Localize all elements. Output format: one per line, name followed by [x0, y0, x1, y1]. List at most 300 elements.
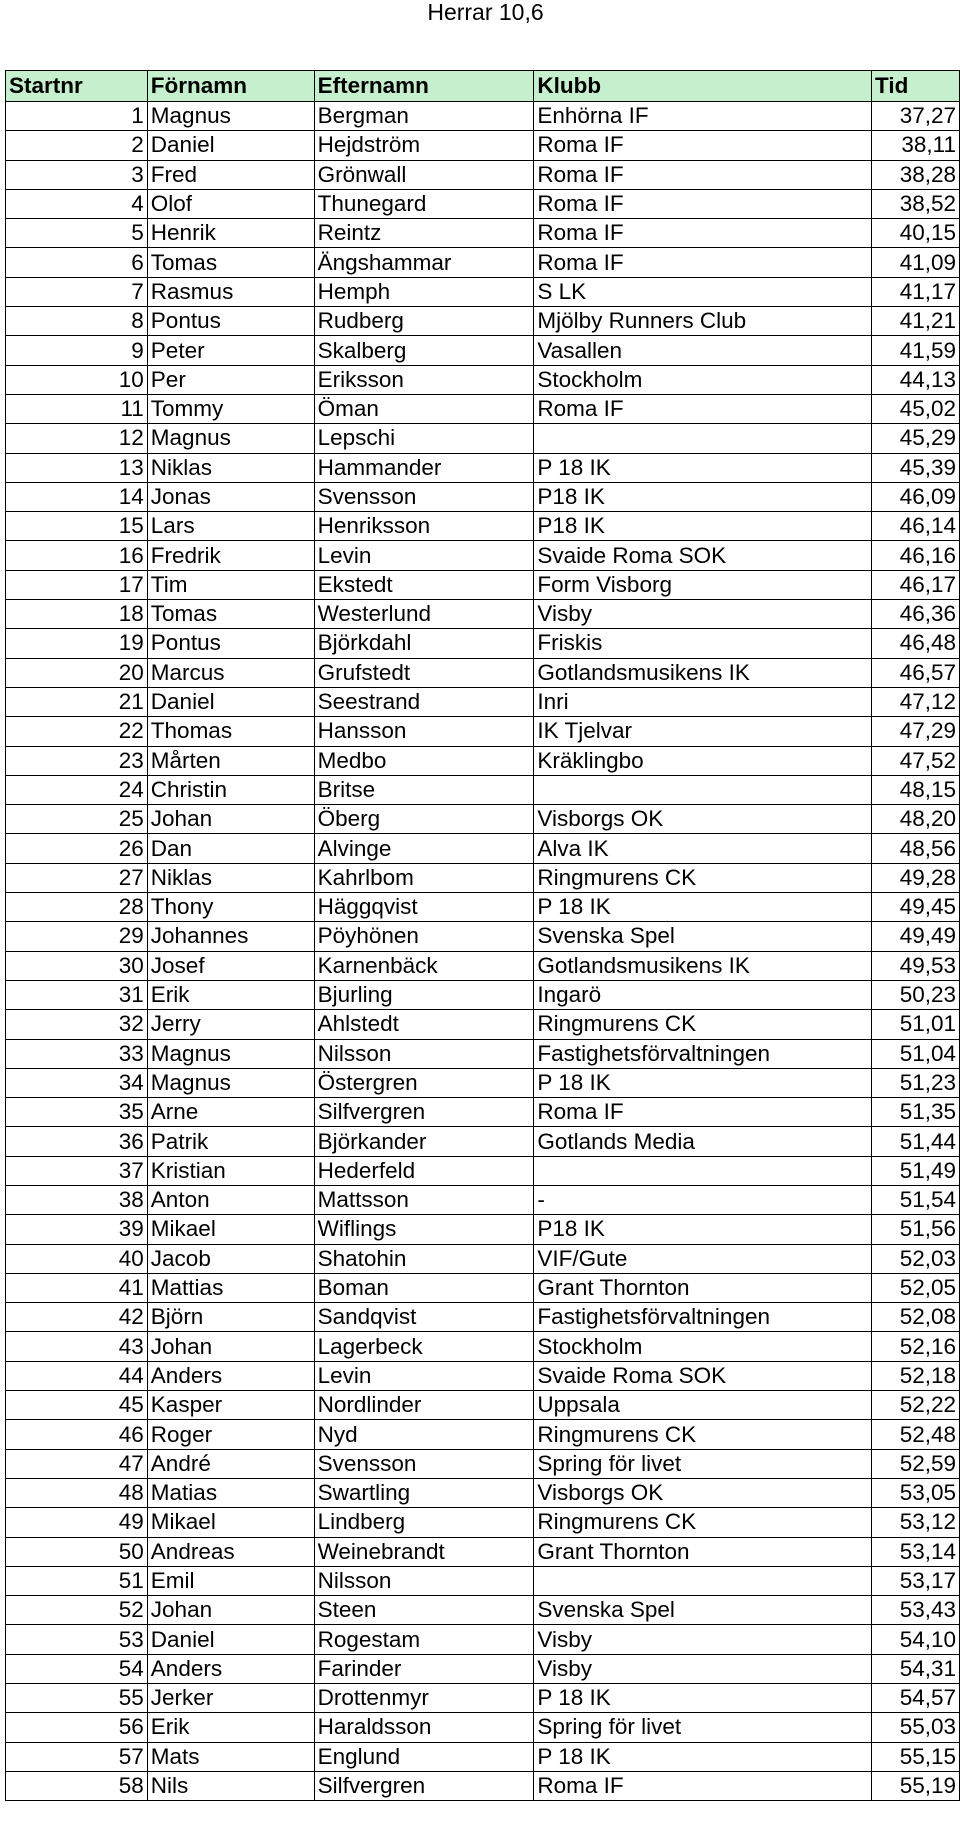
efternamn-cell: Grufstedt — [314, 658, 534, 687]
startnr-cell: 31 — [6, 980, 148, 1009]
efternamn-cell: Henriksson — [314, 512, 534, 541]
klubb-cell: Spring för livet — [534, 1713, 872, 1742]
fornamn-cell: Tommy — [147, 394, 314, 423]
table-row — [6, 336, 960, 365]
fornamn-cell: Kristian — [147, 1156, 314, 1185]
table-row — [6, 1478, 960, 1507]
startnr-cell: 20 — [6, 658, 148, 687]
klubb-cell: Roma IF — [534, 189, 872, 218]
table-row — [6, 1098, 960, 1127]
fornamn-cell: Daniel — [147, 131, 314, 160]
efternamn-cell: Kahrlbom — [314, 863, 534, 892]
table-row — [6, 1654, 960, 1683]
tid-cell: 46,16 — [872, 541, 960, 570]
startnr-cell: 47 — [6, 1449, 148, 1478]
klubb-cell: Ingarö — [534, 980, 872, 1009]
table-row — [6, 1185, 960, 1214]
efternamn-cell: Hederfeld — [314, 1156, 534, 1185]
efternamn-cell: Björkdahl — [314, 629, 534, 658]
tid-cell: 48,20 — [872, 805, 960, 834]
efternamn-cell: Westerlund — [314, 600, 534, 629]
tid-cell: 51,44 — [872, 1127, 960, 1156]
klubb-cell: S LK — [534, 277, 872, 306]
fornamn-cell: Andreas — [147, 1537, 314, 1566]
tid-cell: 52,48 — [872, 1420, 960, 1449]
startnr-cell: 16 — [6, 541, 148, 570]
fornamn-cell: Niklas — [147, 453, 314, 482]
tid-cell: 41,09 — [872, 248, 960, 277]
tid-cell: 55,03 — [872, 1713, 960, 1742]
efternamn-cell: Hammander — [314, 453, 534, 482]
startnr-cell: 45 — [6, 1391, 148, 1420]
fornamn-cell: Magnus — [147, 424, 314, 453]
tid-cell: 45,29 — [872, 424, 960, 453]
tid-cell: 41,59 — [872, 336, 960, 365]
results-table — [5, 70, 960, 1801]
fornamn-cell: Thomas — [147, 717, 314, 746]
efternamn-cell: Rogestam — [314, 1625, 534, 1654]
klubb-cell: Kräklingbo — [534, 746, 872, 775]
tid-cell: 52,59 — [872, 1449, 960, 1478]
startnr-cell: 24 — [6, 775, 148, 804]
fornamn-cell: Olof — [147, 189, 314, 218]
table-row — [6, 687, 960, 716]
efternamn-cell: Björkander — [314, 1127, 534, 1156]
table-row — [6, 1596, 960, 1625]
efternamn-cell: Farinder — [314, 1654, 534, 1683]
startnr-cell: 43 — [6, 1332, 148, 1361]
fornamn-cell: Jerker — [147, 1684, 314, 1713]
fornamn-cell: Jerry — [147, 1010, 314, 1039]
efternamn-cell: Bjurling — [314, 980, 534, 1009]
fornamn-cell: Magnus — [147, 1068, 314, 1097]
efternamn-cell: Hansson — [314, 717, 534, 746]
fornamn-cell: Jonas — [147, 482, 314, 511]
table-row — [6, 1449, 960, 1478]
efternamn-cell: Rudberg — [314, 307, 534, 336]
tid-cell: 51,54 — [872, 1185, 960, 1214]
tid-cell: 47,12 — [872, 687, 960, 716]
efternamn-cell: Eriksson — [314, 365, 534, 394]
table-row — [6, 1420, 960, 1449]
tid-cell: 52,08 — [872, 1303, 960, 1332]
fornamn-cell: Mikael — [147, 1508, 314, 1537]
tid-cell: 55,15 — [872, 1742, 960, 1771]
klubb-cell: Svenska Spel — [534, 1596, 872, 1625]
fornamn-cell: Arne — [147, 1098, 314, 1127]
efternamn-cell: Nilsson — [314, 1566, 534, 1595]
fornamn-cell: Anders — [147, 1654, 314, 1683]
efternamn-cell: Weinebrandt — [314, 1537, 534, 1566]
startnr-cell: 44 — [6, 1361, 148, 1390]
klubb-cell: Ringmurens CK — [534, 1420, 872, 1449]
efternamn-cell: Boman — [314, 1273, 534, 1302]
startnr-cell: 19 — [6, 629, 148, 658]
startnr-cell: 37 — [6, 1156, 148, 1185]
table-row — [6, 1303, 960, 1332]
table-row — [6, 1361, 960, 1390]
fornamn-cell: Johan — [147, 1596, 314, 1625]
startnr-cell: 18 — [6, 600, 148, 629]
fornamn-cell: Fred — [147, 160, 314, 189]
klubb-cell: Roma IF — [534, 131, 872, 160]
fornamn-cell: Lars — [147, 512, 314, 541]
klubb-cell: P18 IK — [534, 512, 872, 541]
klubb-cell: Svaide Roma SOK — [534, 541, 872, 570]
tid-cell: 51,04 — [872, 1039, 960, 1068]
startnr-cell: 4 — [6, 189, 148, 218]
tid-cell: 55,19 — [872, 1771, 960, 1800]
efternamn-cell: Svensson — [314, 482, 534, 511]
fornamn-cell: Matias — [147, 1478, 314, 1507]
startnr-cell: 42 — [6, 1303, 148, 1332]
tid-cell: 45,02 — [872, 394, 960, 423]
header-startnr: Startnr — [6, 71, 148, 102]
efternamn-cell: Ängshammar — [314, 248, 534, 277]
startnr-cell: 46 — [6, 1420, 148, 1449]
tid-cell: 53,12 — [872, 1508, 960, 1537]
klubb-cell: Ringmurens CK — [534, 1508, 872, 1537]
table-row — [6, 189, 960, 218]
table-row — [6, 1039, 960, 1068]
klubb-cell: Roma IF — [534, 1771, 872, 1800]
results-body — [6, 102, 960, 1801]
efternamn-cell: Ahlstedt — [314, 1010, 534, 1039]
tid-cell: 41,17 — [872, 277, 960, 306]
tid-cell: 54,57 — [872, 1684, 960, 1713]
table-row — [6, 541, 960, 570]
tid-cell: 41,21 — [872, 307, 960, 336]
startnr-cell: 6 — [6, 248, 148, 277]
klubb-cell: Spring för livet — [534, 1449, 872, 1478]
klubb-cell: Stockholm — [534, 1332, 872, 1361]
tid-cell: 49,28 — [872, 863, 960, 892]
efternamn-cell: Hemph — [314, 277, 534, 306]
tid-cell: 38,52 — [872, 189, 960, 218]
klubb-cell — [534, 775, 872, 804]
startnr-cell: 32 — [6, 1010, 148, 1039]
table-row — [6, 717, 960, 746]
startnr-cell: 3 — [6, 160, 148, 189]
tid-cell: 52,16 — [872, 1332, 960, 1361]
tid-cell: 51,35 — [872, 1098, 960, 1127]
startnr-cell: 58 — [6, 1771, 148, 1800]
fornamn-cell: Magnus — [147, 102, 314, 131]
table-row — [6, 629, 960, 658]
tid-cell: 52,05 — [872, 1273, 960, 1302]
tid-cell: 51,01 — [872, 1010, 960, 1039]
tid-cell: 46,14 — [872, 512, 960, 541]
fornamn-cell: Jacob — [147, 1244, 314, 1273]
startnr-cell: 11 — [6, 394, 148, 423]
startnr-cell: 5 — [6, 219, 148, 248]
tid-cell: 38,28 — [872, 160, 960, 189]
fornamn-cell: Thony — [147, 893, 314, 922]
table-row — [6, 482, 960, 511]
tid-cell: 53,43 — [872, 1596, 960, 1625]
startnr-cell: 55 — [6, 1684, 148, 1713]
klubb-cell: Roma IF — [534, 248, 872, 277]
startnr-cell: 57 — [6, 1742, 148, 1771]
efternamn-cell: Reintz — [314, 219, 534, 248]
fornamn-cell: Rasmus — [147, 277, 314, 306]
efternamn-cell: Drottenmyr — [314, 1684, 534, 1713]
startnr-cell: 54 — [6, 1654, 148, 1683]
startnr-cell: 23 — [6, 746, 148, 775]
klubb-cell: P 18 IK — [534, 1742, 872, 1771]
klubb-cell: Grant Thornton — [534, 1273, 872, 1302]
klubb-cell: Mjölby Runners Club — [534, 307, 872, 336]
startnr-cell: 25 — [6, 805, 148, 834]
table-row — [6, 1566, 960, 1595]
table-row — [6, 1771, 960, 1800]
startnr-cell: 30 — [6, 951, 148, 980]
fornamn-cell: Mikael — [147, 1215, 314, 1244]
efternamn-cell: Silfvergren — [314, 1771, 534, 1800]
efternamn-cell: Häggqvist — [314, 893, 534, 922]
startnr-cell: 40 — [6, 1244, 148, 1273]
table-row — [6, 980, 960, 1009]
fornamn-cell: Niklas — [147, 863, 314, 892]
klubb-cell: Enhörna IF — [534, 102, 872, 131]
efternamn-cell: Mattsson — [314, 1185, 534, 1214]
startnr-cell: 56 — [6, 1713, 148, 1742]
startnr-cell: 1 — [6, 102, 148, 131]
startnr-cell: 50 — [6, 1537, 148, 1566]
startnr-cell: 48 — [6, 1478, 148, 1507]
klubb-cell: Roma IF — [534, 219, 872, 248]
tid-cell: 46,48 — [872, 629, 960, 658]
table-row — [6, 775, 960, 804]
tid-cell: 48,15 — [872, 775, 960, 804]
startnr-cell: 33 — [6, 1039, 148, 1068]
tid-cell: 46,09 — [872, 482, 960, 511]
efternamn-cell: Lepschi — [314, 424, 534, 453]
fornamn-cell: Anders — [147, 1361, 314, 1390]
tid-cell: 46,36 — [872, 600, 960, 629]
klubb-cell: Gotlands Media — [534, 1127, 872, 1156]
efternamn-cell: Wiflings — [314, 1215, 534, 1244]
klubb-cell: Vasallen — [534, 336, 872, 365]
table-row — [6, 248, 960, 277]
efternamn-cell: Svensson — [314, 1449, 534, 1478]
table-row — [6, 863, 960, 892]
efternamn-cell: Bergman — [314, 102, 534, 131]
efternamn-cell: Levin — [314, 1361, 534, 1390]
table-row — [6, 1273, 960, 1302]
klubb-cell: Roma IF — [534, 1098, 872, 1127]
klubb-cell: Uppsala — [534, 1391, 872, 1420]
fornamn-cell: Johan — [147, 805, 314, 834]
table-row — [6, 600, 960, 629]
efternamn-cell: Karnenbäck — [314, 951, 534, 980]
table-row — [6, 1713, 960, 1742]
header-tid: Tid — [872, 71, 960, 102]
table-row — [6, 1244, 960, 1273]
efternamn-cell: Silfvergren — [314, 1098, 534, 1127]
klubb-cell: Svenska Spel — [534, 922, 872, 951]
table-row — [6, 805, 960, 834]
fornamn-cell: Patrik — [147, 1127, 314, 1156]
startnr-cell: 29 — [6, 922, 148, 951]
tid-cell: 45,39 — [872, 453, 960, 482]
efternamn-cell: Hejdström — [314, 131, 534, 160]
startnr-cell: 9 — [6, 336, 148, 365]
klubb-cell: Roma IF — [534, 160, 872, 189]
table-row — [6, 453, 960, 482]
efternamn-cell: Sandqvist — [314, 1303, 534, 1332]
tid-cell: 46,57 — [872, 658, 960, 687]
table-row — [6, 307, 960, 336]
tid-cell: 53,17 — [872, 1566, 960, 1595]
startnr-cell: 13 — [6, 453, 148, 482]
header-fornamn: Förnamn — [147, 71, 314, 102]
klubb-cell: Alva IK — [534, 834, 872, 863]
fornamn-cell: Marcus — [147, 658, 314, 687]
tid-cell: 54,10 — [872, 1625, 960, 1654]
tid-cell: 50,23 — [872, 980, 960, 1009]
fornamn-cell: Dan — [147, 834, 314, 863]
tid-cell: 51,23 — [872, 1068, 960, 1097]
table-row — [6, 102, 960, 131]
efternamn-cell: Alvinge — [314, 834, 534, 863]
startnr-cell: 52 — [6, 1596, 148, 1625]
efternamn-cell: Levin — [314, 541, 534, 570]
fornamn-cell: Emil — [147, 1566, 314, 1595]
klubb-cell: Visborgs OK — [534, 805, 872, 834]
table-row — [6, 512, 960, 541]
startnr-cell: 51 — [6, 1566, 148, 1595]
table-row — [6, 277, 960, 306]
table-row — [6, 1332, 960, 1361]
fornamn-cell: Henrik — [147, 219, 314, 248]
tid-cell: 52,03 — [872, 1244, 960, 1273]
table-row — [6, 1068, 960, 1097]
tid-cell: 48,56 — [872, 834, 960, 863]
fornamn-cell: Josef — [147, 951, 314, 980]
table-row — [6, 424, 960, 453]
efternamn-cell: Öman — [314, 394, 534, 423]
header-efternamn: Efternamn — [314, 71, 534, 102]
startnr-cell: 53 — [6, 1625, 148, 1654]
table-row — [6, 922, 960, 951]
table-row — [6, 131, 960, 160]
fornamn-cell: Anton — [147, 1185, 314, 1214]
table-row — [6, 570, 960, 599]
startnr-cell: 41 — [6, 1273, 148, 1302]
table-row — [6, 160, 960, 189]
tid-cell: 40,15 — [872, 219, 960, 248]
klubb-cell: Ringmurens CK — [534, 1010, 872, 1039]
klubb-cell: Inri — [534, 687, 872, 716]
startnr-cell: 49 — [6, 1508, 148, 1537]
klubb-cell: Friskis — [534, 629, 872, 658]
fornamn-cell: Johannes — [147, 922, 314, 951]
fornamn-cell: Daniel — [147, 687, 314, 716]
tid-cell: 51,56 — [872, 1215, 960, 1244]
fornamn-cell: Peter — [147, 336, 314, 365]
klubb-cell: P 18 IK — [534, 1684, 872, 1713]
table-row — [6, 1156, 960, 1185]
fornamn-cell: Tim — [147, 570, 314, 599]
klubb-cell: - — [534, 1185, 872, 1214]
efternamn-cell: Steen — [314, 1596, 534, 1625]
fornamn-cell: Nils — [147, 1771, 314, 1800]
table-row — [6, 1127, 960, 1156]
klubb-cell: P 18 IK — [534, 893, 872, 922]
efternamn-cell: Ekstedt — [314, 570, 534, 599]
fornamn-cell: Tomas — [147, 600, 314, 629]
fornamn-cell: Johan — [147, 1332, 314, 1361]
startnr-cell: 8 — [6, 307, 148, 336]
fornamn-cell: Erik — [147, 980, 314, 1009]
efternamn-cell: Medbo — [314, 746, 534, 775]
klubb-cell: Ringmurens CK — [534, 863, 872, 892]
startnr-cell: 21 — [6, 687, 148, 716]
efternamn-cell: Grönwall — [314, 160, 534, 189]
fornamn-cell: Tomas — [147, 248, 314, 277]
klubb-cell: Visborgs OK — [534, 1478, 872, 1507]
startnr-cell: 34 — [6, 1068, 148, 1097]
startnr-cell: 17 — [6, 570, 148, 599]
efternamn-cell: Britse — [314, 775, 534, 804]
startnr-cell: 35 — [6, 1098, 148, 1127]
tid-cell: 53,05 — [872, 1478, 960, 1507]
startnr-cell: 36 — [6, 1127, 148, 1156]
fornamn-cell: Per — [147, 365, 314, 394]
efternamn-cell: Nyd — [314, 1420, 534, 1449]
table-row — [6, 746, 960, 775]
fornamn-cell: Erik — [147, 1713, 314, 1742]
startnr-cell: 27 — [6, 863, 148, 892]
table-row — [6, 1010, 960, 1039]
table-row — [6, 394, 960, 423]
efternamn-cell: Thunegard — [314, 189, 534, 218]
table-row — [6, 219, 960, 248]
fornamn-cell: Mats — [147, 1742, 314, 1771]
klubb-cell: Grant Thornton — [534, 1537, 872, 1566]
fornamn-cell: Mattias — [147, 1273, 314, 1302]
table-row — [6, 893, 960, 922]
fornamn-cell: Björn — [147, 1303, 314, 1332]
header-row — [6, 71, 960, 102]
table-row — [6, 1508, 960, 1537]
fornamn-cell: Mårten — [147, 746, 314, 775]
tid-cell: 49,53 — [872, 951, 960, 980]
tid-cell: 54,31 — [872, 1654, 960, 1683]
klubb-cell: Roma IF — [534, 394, 872, 423]
klubb-cell — [534, 1566, 872, 1595]
klubb-cell: Svaide Roma SOK — [534, 1361, 872, 1390]
tid-cell: 47,29 — [872, 717, 960, 746]
startnr-cell: 10 — [6, 365, 148, 394]
tid-cell: 38,11 — [872, 131, 960, 160]
efternamn-cell: Haraldsson — [314, 1713, 534, 1742]
fornamn-cell: Magnus — [147, 1039, 314, 1068]
table-row — [6, 1625, 960, 1654]
page-title: Herrar 10,6 — [427, 0, 544, 25]
tid-cell: 49,49 — [872, 922, 960, 951]
startnr-cell: 15 — [6, 512, 148, 541]
startnr-cell: 39 — [6, 1215, 148, 1244]
efternamn-cell: Swartling — [314, 1478, 534, 1507]
tid-cell: 52,18 — [872, 1361, 960, 1390]
table-row — [6, 1391, 960, 1420]
efternamn-cell: Seestrand — [314, 687, 534, 716]
fornamn-cell: Daniel — [147, 1625, 314, 1654]
table-row — [6, 951, 960, 980]
table-row — [6, 658, 960, 687]
